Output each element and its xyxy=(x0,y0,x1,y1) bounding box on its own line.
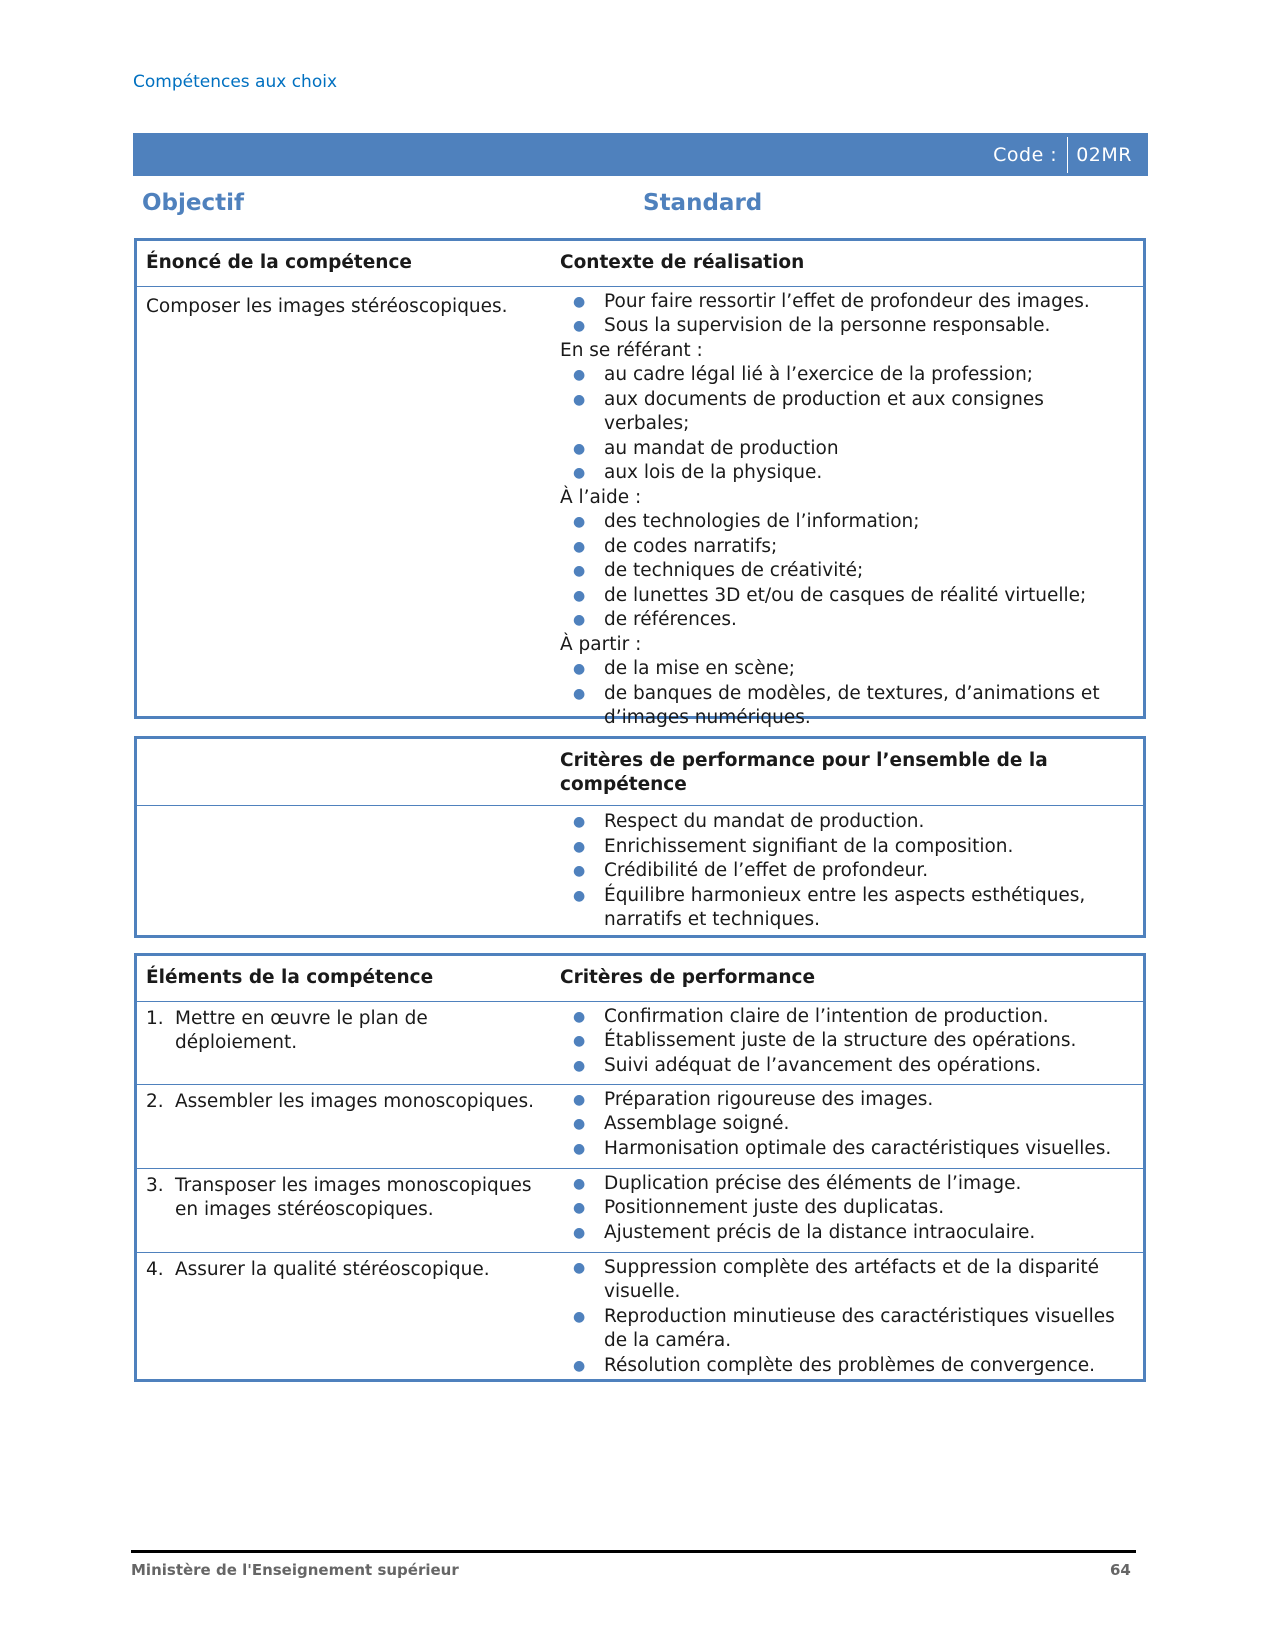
critere-item: ● Crédibilité de l’effet de profondeur. xyxy=(560,859,1135,884)
enonce-table xyxy=(134,238,1146,728)
element-criteres xyxy=(557,1253,1143,1379)
footer-divider xyxy=(131,1550,1136,1553)
critere-item: ● Confirmation claire de l’intention de production. xyxy=(560,1005,1135,1030)
critere-item: ● Établissement juste de la structure des opérations. xyxy=(560,1029,1135,1054)
bullet-icon: ● xyxy=(573,1175,586,1192)
contexte-list xyxy=(557,287,1143,731)
element-number: 4. xyxy=(146,1258,164,1280)
element-text: Transposer les images monoscopiques en images stéréoscopiques. xyxy=(175,1174,532,1220)
contexte-item: ● aux lois de la physique. xyxy=(560,461,1135,486)
bullet-icon: ● xyxy=(573,661,586,677)
ensemble-table xyxy=(134,736,1146,938)
critere-item: ● Harmonisation optimale des caractéristiques visuelles. xyxy=(560,1137,1135,1162)
critere-item: ● Respect du mandat de production. xyxy=(560,810,1135,835)
element-text: Mettre en œuvre le plan de déploiement. xyxy=(175,1007,428,1053)
element-row xyxy=(137,1084,1143,1168)
contexte-subheading: À l’aide : xyxy=(560,486,642,508)
contexte-item: ● Pour faire ressortir l’effet de profondeur des images. xyxy=(560,290,1135,315)
critere-item: ● Reproduction minutieuse des caractéristiques visuelles de la caméra. xyxy=(560,1305,1135,1354)
header-empty xyxy=(137,739,557,805)
contexte-item: ● de techniques de créativité; xyxy=(560,559,1135,584)
bullet-icon: ● xyxy=(573,1057,586,1074)
contexte-item: ● Sous la supervision de la personne responsable. xyxy=(560,314,1135,339)
bullet-icon: ● xyxy=(573,318,586,334)
element-text: Assembler les images monoscopiques. xyxy=(175,1090,535,1112)
element-row xyxy=(137,1001,1143,1084)
element-number: 3. xyxy=(146,1174,164,1196)
element-text: Assurer la qualité stéréoscopique. xyxy=(175,1258,490,1280)
header-enonce: Énoncé de la compétence xyxy=(146,252,412,273)
bullet-icon: ● xyxy=(573,1140,586,1157)
contexte-item: ● de références. xyxy=(560,608,1135,633)
element-criteres xyxy=(557,1169,1143,1252)
bullet-icon: ● xyxy=(573,887,586,904)
standard-heading: Standard xyxy=(643,190,763,216)
element-cell xyxy=(137,1253,557,1379)
bullet-icon: ● xyxy=(573,587,586,604)
bullet-icon: ● xyxy=(573,1357,586,1374)
element-number: 1. xyxy=(146,1007,164,1029)
critere-item: ● Suivi adéquat de l’avancement des opérations. xyxy=(560,1054,1135,1079)
bullet-icon: ● xyxy=(573,367,586,383)
critere-item: ● Enrichissement signifiant de la composition. xyxy=(560,835,1135,860)
code-label: Code : xyxy=(993,143,1058,166)
contexte-item: ● aux documents de production et aux consignes verbales; xyxy=(560,388,1135,437)
critere-item: ● Résolution complète des problèmes de convergence. xyxy=(560,1354,1135,1379)
section-title: Compétences aux choix xyxy=(133,72,338,92)
critere-item: ● Duplication précise des éléments de l’image. xyxy=(560,1172,1135,1197)
bullet-icon: ● xyxy=(573,863,586,879)
bullet-icon: ● xyxy=(573,1116,586,1132)
elements-table-header xyxy=(137,956,1143,1001)
bullet-icon: ● xyxy=(573,293,586,310)
bullet-icon: ● xyxy=(573,440,586,457)
code-bar xyxy=(133,133,1148,176)
bullet-icon: ● xyxy=(573,514,586,530)
critere-item: ● Positionnement juste des duplicatas. xyxy=(560,1196,1135,1221)
ensemble-criteres-list xyxy=(557,806,1143,933)
ensemble-empty-cell xyxy=(137,806,557,933)
elements-table xyxy=(134,953,1146,1382)
bullet-icon: ● xyxy=(573,1259,586,1276)
header-contexte: Contexte de réalisation xyxy=(560,252,805,273)
element-row xyxy=(137,1168,1143,1252)
bullet-icon: ● xyxy=(573,1308,586,1325)
contexte-item: ● de banques de modèles, de textures, d’animations et d’images numériques. xyxy=(560,682,1135,731)
contexte-item: ● de la mise en scène; xyxy=(560,657,1135,682)
contexte-subheading: À partir : xyxy=(560,633,642,655)
ensemble-row xyxy=(137,805,1143,933)
header-elements: Éléments de la compétence xyxy=(146,967,434,988)
enonce-row xyxy=(137,286,1143,731)
bullet-icon: ● xyxy=(573,838,586,855)
contexte-item: ● de lunettes 3D et/ou de casques de réalité virtuelle; xyxy=(560,584,1135,609)
bullet-icon: ● xyxy=(573,1033,586,1049)
bullet-icon: ● xyxy=(573,1008,586,1025)
element-row xyxy=(137,1252,1143,1379)
element-number: 2. xyxy=(146,1090,164,1112)
bullet-icon: ● xyxy=(573,391,586,408)
bullet-icon: ● xyxy=(573,538,586,555)
critere-item: ● Préparation rigoureuse des images. xyxy=(560,1088,1135,1113)
ensemble-table-header xyxy=(137,739,1143,805)
critere-item: ● Assemblage soigné. xyxy=(560,1112,1135,1137)
contexte-item: ● au mandat de production xyxy=(560,437,1135,462)
critere-item: ● Ajustement précis de la distance intraoculaire. xyxy=(560,1221,1135,1246)
bullet-icon: ● xyxy=(573,685,586,702)
objectif-heading: Objectif xyxy=(142,190,245,216)
element-cell xyxy=(137,1002,557,1084)
contexte-subheading: En se référant : xyxy=(560,339,703,361)
bullet-icon: ● xyxy=(573,1200,586,1216)
contexte-item: ● de codes narratifs; xyxy=(560,535,1135,560)
contexte-item: ● au cadre légal lié à l’exercice de la profession; xyxy=(560,363,1135,388)
element-criteres xyxy=(557,1085,1143,1168)
contexte-item: ● des technologies de l’information; xyxy=(560,510,1135,535)
page-number: 64 xyxy=(1110,1561,1131,1579)
enonce-table-header xyxy=(137,241,1143,286)
critere-item: ● Équilibre harmonieux entre les aspects esthétiques, narratifs et techniques. xyxy=(560,884,1135,933)
header-criteres-ensemble: Critères de performance pour l’ensemble de la compétence xyxy=(560,750,1048,795)
bullet-icon: ● xyxy=(573,814,586,830)
code-value: 02MR xyxy=(1076,143,1132,166)
bullet-icon: ● xyxy=(573,563,586,579)
footer-ministry: Ministère de l'Enseignement supérieur xyxy=(131,1561,459,1579)
element-criteres xyxy=(557,1002,1143,1084)
bullet-icon: ● xyxy=(573,1224,586,1241)
header-criteres: Critères de performance xyxy=(560,967,816,988)
bullet-icon: ● xyxy=(573,465,586,481)
element-cell xyxy=(137,1085,557,1168)
bullet-icon: ● xyxy=(573,1091,586,1108)
element-cell xyxy=(137,1169,557,1252)
critere-item: ● Suppression complète des artéfacts et de la disparité visuelle. xyxy=(560,1256,1135,1305)
bullet-icon: ● xyxy=(573,612,586,628)
enonce-text: Composer les images stéréoscopiques. xyxy=(146,295,508,317)
